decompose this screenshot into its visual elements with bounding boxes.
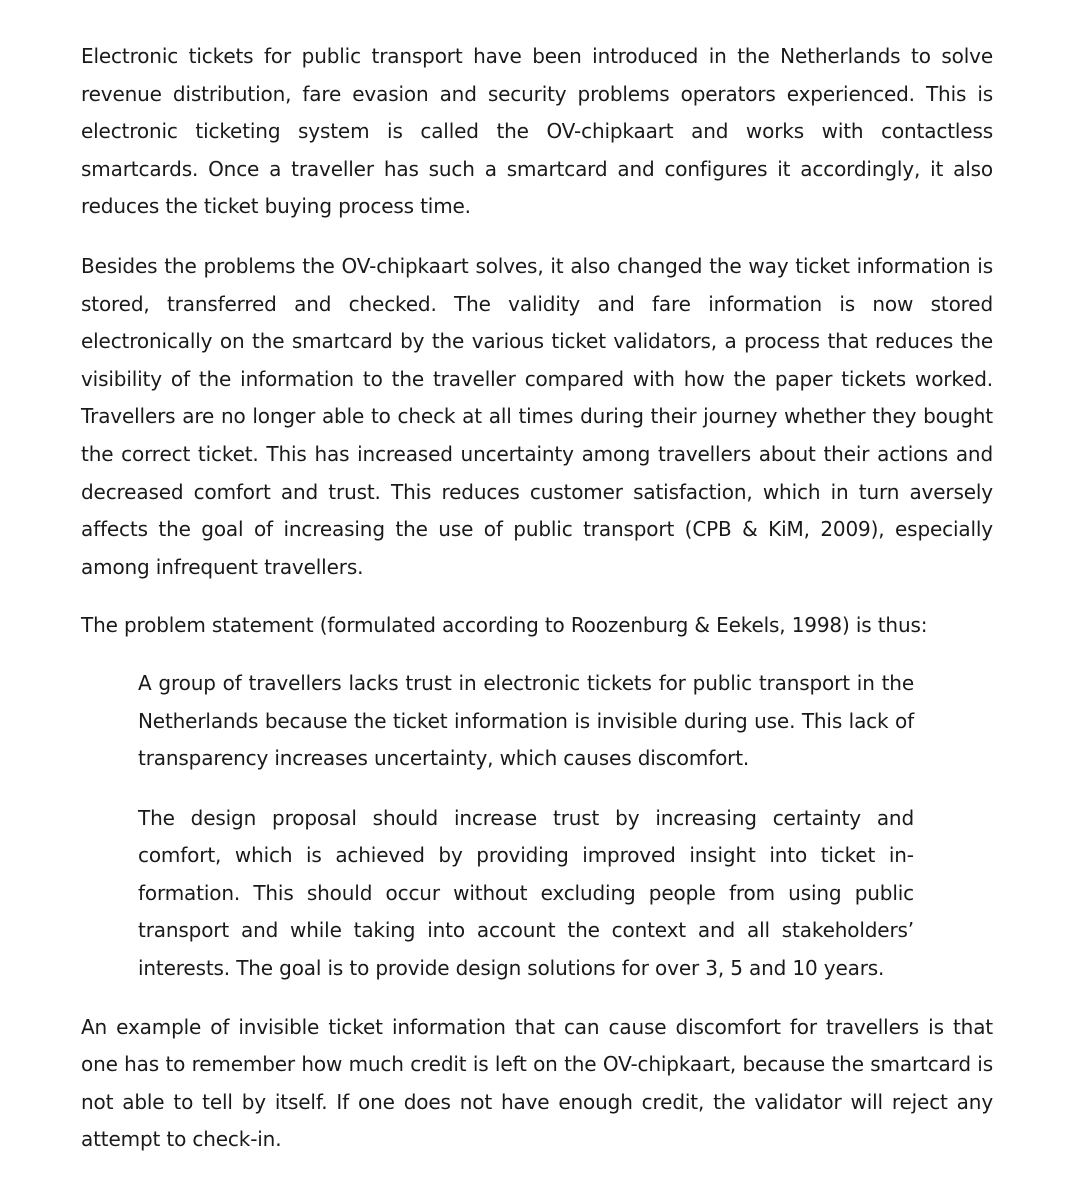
paragraph-introduction: Electronic tickets for public transport have been introduced in the Netherlands to solve revenue distribution, fare evasion and security problems operators experienced. This is electronic ticketing system is called the OV-chipkaart and works with contactless smartcards. Once a traveller has such a smartcard and configures it accordingly, it also reduces the ticket buying process time. <box>81 44 993 219</box>
paragraph-ov-chipkaart-effects: Besides the problems the OV-chipkaart solves, it also changed the way ticket information is stored, transferred and checked. The validity and fare information is now stored electronically on the smartcard by the various ticket validators, a process that reduces the visibility of the information to the traveller compared with how the paper tickets worked. Travellers are no longer able to check at all times during their journey whether they bought the correct ticket. This has increased uncertainty among travellers about their actions and decreased comfort and trust. This reduces customer satisfaction, which in turn aversely affects the goal of increasing the use of public transport (CPB & KiM, 2009), especially among infrequent travellers. <box>81 253 993 579</box>
paragraph-invisible-information-example: An example of invisible ticket information that can cause discomfort for travellers is that one has to remember how much credit is left on the OV-chipkaart, because the smartcard is not able to tell by itself. If one does not have enough credit, the validator will reject any attempt to check-in. <box>81 1014 993 1152</box>
design-proposal-quote: The design proposal should increase trust by increasing certainty and comfort, which is achieved by providing improved insight into ticket information. This should occur without excluding people from using public transport and while taking into account the context and all stakeholders’ interests. The goal is to provide design solutions for over 3, 5 and 10 years. <box>138 805 914 981</box>
document-body <box>81 38 993 1159</box>
problem-statement-quote: A group of travellers lacks trust in electronic tickets for public transport in the Netherlands because the ticket information is invisible during use. This lack of transparency increases uncertainty, which causes discomfort. <box>138 670 914 771</box>
paragraph-problem-statement-intro: The problem statement (formulated according to Roozenburg & Eekels, 1998) is thus: <box>81 613 928 638</box>
problem-statement-block <box>138 665 914 988</box>
